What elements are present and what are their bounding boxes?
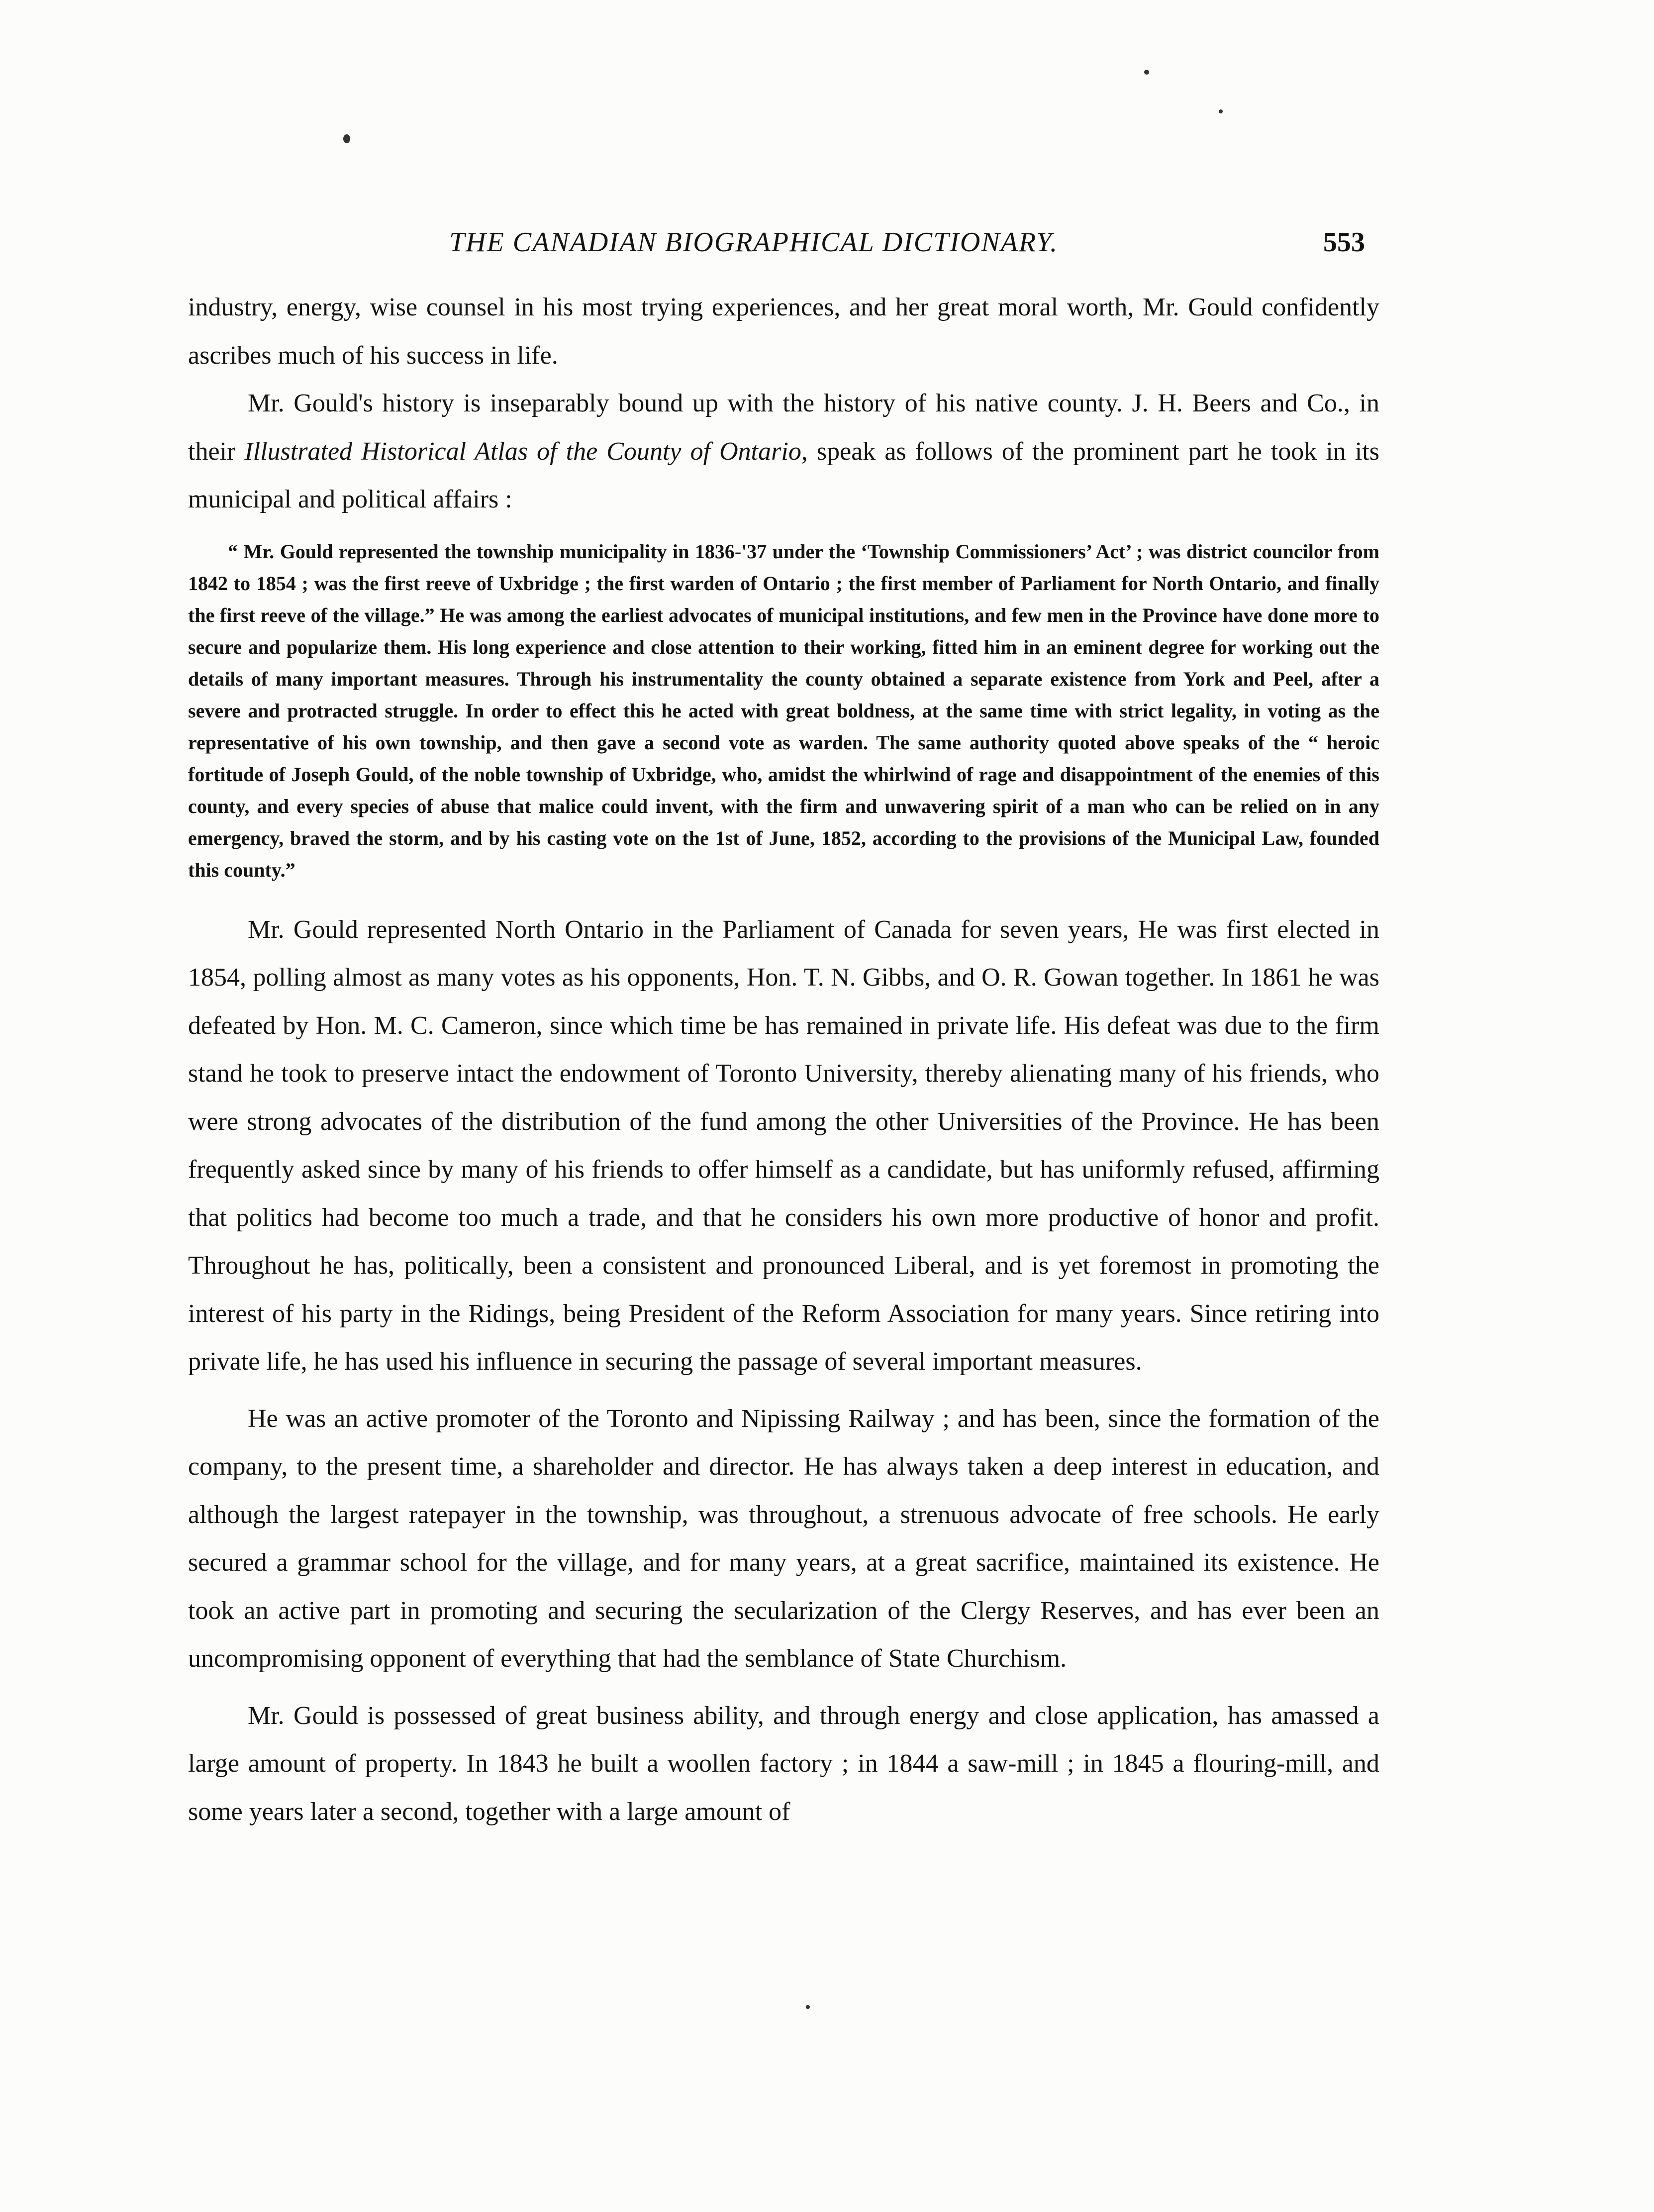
body-text bbox=[188, 284, 1379, 1836]
atlas-title: Illustrated Historical Atlas of the County of Ontario bbox=[244, 437, 801, 466]
running-title: THE CANADIAN BIOGRAPHICAL DICTIONARY. bbox=[449, 227, 1059, 258]
scan-speck bbox=[1144, 70, 1149, 75]
paragraph-parliament: Mr. Gould represented North Ontario in the Parliament of Canada for seven years, He was first elected in 1854, polling almost as many votes as his opponents, Hon. T. N. Gibbs, and O. R. Gowan together. In 1861 he was defeated by Hon. M. C. Cameron, since which time be has remained in private life. His defeat was due to the firm stand he took to preserve intact the endowment of Toronto University, thereby alienating many of his friends, who were strong advocates of the distribution of the fund among the other Universities of the Province. He has been frequently asked since by many of his friends to offer himself as a candidate, but has uniformly refused, affirming that politics had become too much a trade, and that he considers his own more productive of honor and profit. Throughout he has, politically, been a consistent and pronounced Liberal, and is yet foremost in promoting the interest of his party in the Ridings, being President of the Reform Association for many years. Since retiring into private life, he has used his influence in securing the passage of several important measures. bbox=[188, 915, 1379, 1376]
paragraph-history bbox=[188, 380, 1379, 524]
block-quote: “ Mr. Gould represented the township municipality in 1836-'37 under the ‘Township Commissioners’ Act’ ; was district councilor from 1842 to 1854 ; was the first reeve of Uxbridge ; the first warden of Ontario ; the first member of Parliament for North Ontario, and finally the first reeve of the village.” He was among the earliest advocates of municipal institutions, and few men in the Province have done more to secure and popularize them. His long experience and close attention to their working, fitted him in an eminent degree for working out the details of many important measures. Through his instrumentality the county obtained a separate existence from York and Peel, after a severe and protracted struggle. In order to effect this he acted with great boldness, at the same time with strict legality, in voting as the representative of his own township, and then gave a second vote as warden. The same authority quoted above speaks of the “ heroic fortitude of Joseph Gould, of the noble township of Uxbridge, who, amidst the whirlwind of rage and disappointment of the enemies of this county, and every species of abuse that malice could invent, with the firm and unwavering spirit of a man who can be relied on in any emergency, braved the storm, and by his casting vote on the 1st of June, 1852, according to the provisions of the Municipal Law, founded this county.” bbox=[188, 540, 1379, 881]
page-number: 553 bbox=[1323, 227, 1365, 258]
scan-speck bbox=[343, 134, 350, 143]
paragraph-history-tail: , speak as follows of the prominent part he took in its municipal and political affairs : bbox=[188, 437, 1380, 513]
paragraph-continuation: industry, energy, wise counsel in his most trying experiences, and her great moral worth, Mr. Gould confidently ascribes much of his success in life. bbox=[188, 293, 1379, 370]
paragraph-business: Mr. Gould is possessed of great business ability, and through energy and close application, has amassed a large amount of property. In 1843 he built a woollen factory ; in 1844 a saw-mill ; in 1845 a flouring-mill, and some years later a second, together with a large amount of bbox=[188, 1701, 1379, 1826]
scan-speck bbox=[806, 2005, 810, 2009]
scan-speck bbox=[1219, 109, 1223, 113]
paragraph-history-lead: Mr. Gould's history is inseparably bound up with the history of his native county. J. H. Beers and Co., in their bbox=[188, 389, 1379, 466]
page-header bbox=[0, 226, 1654, 271]
paragraph-railway: He was an active promoter of the Toronto and Nipissing Railway ; and has been, since the formation of the company, to the present time, a shareholder and director. He has always taken a deep interest in education, and although the largest ratepayer in the township, was throughout, a strenuous advocate of free schools. He early secured a grammar school for the village, and for many years, at a great sacrifice, maintained its existence. He took an active part in promoting and securing the secularization of the Clergy Reserves, and has ever been an uncompromising opponent of everything that had the semblance of State Churchism. bbox=[188, 1404, 1379, 1673]
